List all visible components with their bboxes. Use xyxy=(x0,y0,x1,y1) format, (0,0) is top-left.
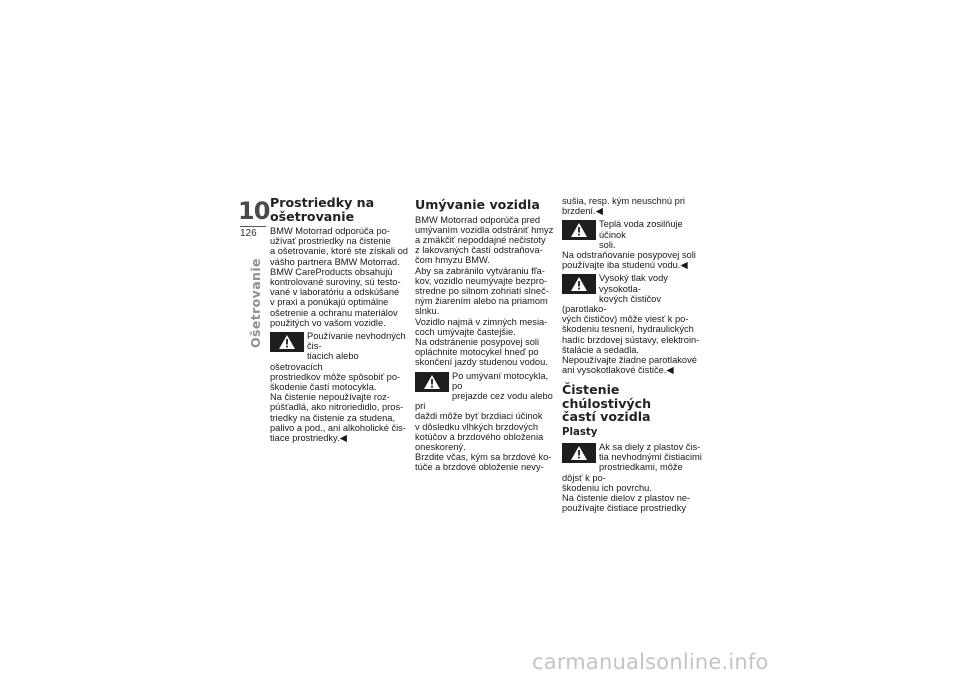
watermark: carmanualsonline.info xyxy=(532,650,769,674)
paragraph: sušia, resp. kým neuschnú pri brzdení.◀ xyxy=(562,196,685,217)
warning-text: Teplá voda zosilňuje účinok soli. Na odstraňovanie posypovej soli používajte iba studenú vodu.◀ xyxy=(562,219,696,271)
paragraph: BMW Motorrad odporúča po- užívať prostriedky na čistenie a ošetrovanie, ktoré ste získali od vášho partnera BMW Motorrad. BMW CareProducts obsahujú kontrolované suroviny, sú testo- vané v laboratóriu a odskúšané v praxi a ponúkajú optimálne ošetrenie a ochranu materiálov použitých vo vašom vozidle. xyxy=(270,226,408,328)
section-heading-care-products: Prostriedky na ošetrovanie xyxy=(270,195,375,224)
warning-block xyxy=(415,371,555,473)
warning-block xyxy=(562,442,702,513)
column-2 xyxy=(415,196,555,473)
warning-text: Po umývaní motocykla, po prejazde cez vodu alebo pri daždi môže byť brzdiaci účinok v dôsledku vlhkých brzdových kotúčov a brzdového obloženia oneskorený. Brzdite včas, kým sa brzdové ko- túče a brzdové obloženie nevy- xyxy=(415,370,553,473)
warning-text: Vysoký tlak vody vysokotla- kových čističov (parotlako- vých čističov) môže viesť k po- škodeniu tesnení, hydraulických hadíc brzdovej sústavy, elektroin- štalácie a sedadla. Nepoužívajte žiadne parotlakové ani vysokotlakové čističe.◀ xyxy=(562,273,700,376)
warning-block xyxy=(270,331,410,443)
page-number: 126 xyxy=(240,228,257,239)
warning-triangle-icon xyxy=(415,372,449,392)
chapter-side-label: Ošetrovanie xyxy=(248,258,263,348)
warning-triangle-icon xyxy=(562,443,596,463)
warning-block xyxy=(562,219,702,270)
section-heading-sensitive-parts: Čistenie chúlostivých častí vozidla xyxy=(562,382,652,425)
subheading-plastics: Plasty xyxy=(562,426,598,438)
warning-text: Používanie nevhodných čis- tiacich alebo ošetrovacích prostriedkov môže spôsobiť po- škodenie častí motocykla. Na čistenie nepoužívajte roz- púšťadlá, ako nitroriedidlo, pros- triedky na čistenie za studena, palivo a pod., ani alkoholické čis- tiace prostriedky.◀ xyxy=(270,331,406,444)
warning-triangle-icon xyxy=(562,220,596,240)
column-1 xyxy=(270,196,410,443)
paragraph: BMW Motorrad odporúča pred umývaním vozidla odstrániť hmyz a zmäkčiť nepoddajné nečistoty z lakovaných častí odstraňova- čom hmyzu BMW. Aby sa zabránilo vytváraniu fľa- kov, vozidlo neumývajte bezpro- stredne po silnom zohriatí slneč- ným žiarením alebo na priamom slnku. Vozidlo najmä v zimných mesia- coch umývajte častejšie. Na odstránenie posypovej soli opláchnite motocykel hneď po skončení jazdy studenou vodou. xyxy=(415,214,554,368)
warning-triangle-icon xyxy=(562,274,596,294)
chapter-divider xyxy=(240,226,266,227)
column-3 xyxy=(562,196,702,513)
warning-text: Ak sa diely z plastov čis- tia nevhodnými čistiacimi prostriedkami, môže dôjsť k po- škodeniu ich povrchu. Na čistenie dielov z plastov ne- používajte čistiace prostriedky xyxy=(562,441,702,514)
chapter-number: 10 xyxy=(238,197,270,225)
warning-block xyxy=(562,273,702,375)
section-heading-washing: Umývanie vozidla xyxy=(415,197,540,212)
warning-triangle-icon xyxy=(270,332,304,352)
